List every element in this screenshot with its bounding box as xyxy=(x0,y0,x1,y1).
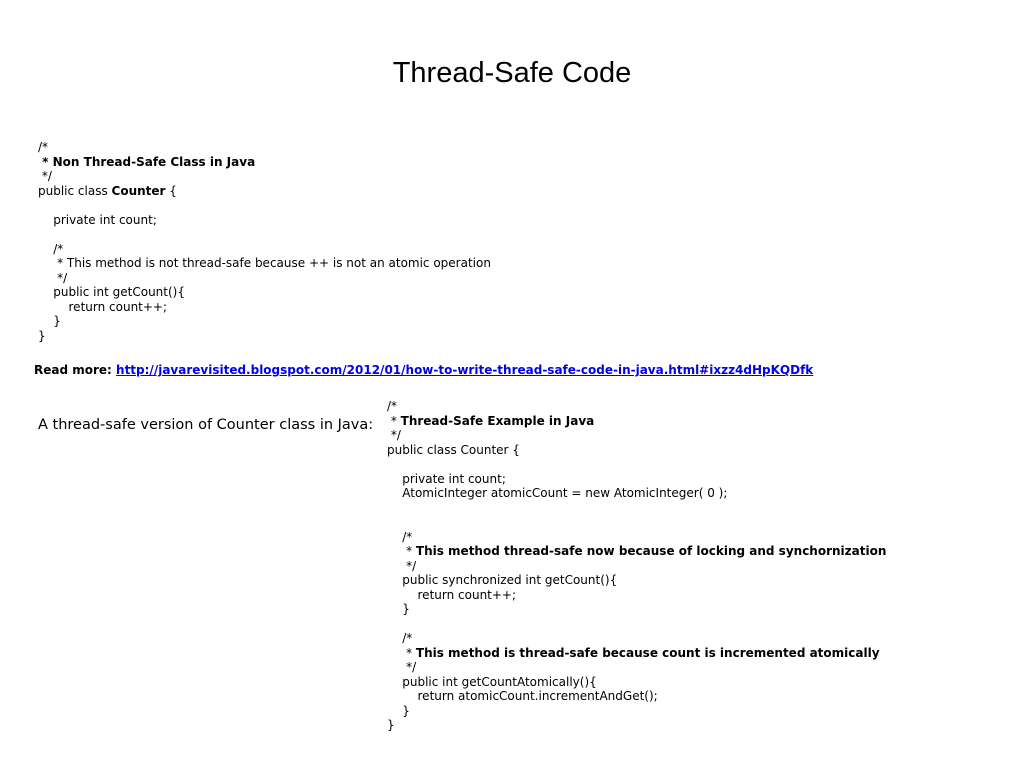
code-text: * This method is not thread-safe because ++ is not an atomic operation xyxy=(38,256,491,270)
code-line xyxy=(387,689,886,704)
code-text: { xyxy=(165,183,177,198)
code-line xyxy=(387,399,886,414)
non-thread-safe-code-block xyxy=(38,140,491,343)
code-text: /* xyxy=(38,241,64,256)
code-line xyxy=(387,559,886,574)
read-more-link[interactable]: http://javarevisited.blogspot.com/2012/01/how-to-write-thread-safe-code-in-java.html#ixzz4dHpKQDfk xyxy=(116,363,814,377)
code-text: /* xyxy=(38,140,49,154)
code-text: */ xyxy=(387,428,401,442)
code-line xyxy=(387,428,886,443)
code-line xyxy=(38,256,491,271)
code-text: public synchronized int getCount(){ xyxy=(387,573,618,587)
slide-title: Thread-Safe Code xyxy=(392,57,632,89)
code-line xyxy=(387,472,886,487)
code-text: /* xyxy=(387,529,413,544)
code-text-bold: This method thread-safe now because of locking and synchornization xyxy=(415,544,887,558)
code-line xyxy=(387,544,886,559)
code-text: public class Counter { xyxy=(387,442,520,457)
code-text-bold: * Non Thread-Safe Class in Java xyxy=(38,154,256,169)
code-text: * xyxy=(387,413,401,428)
code-line xyxy=(387,675,886,690)
code-line xyxy=(387,617,886,632)
code-text: /* xyxy=(387,399,398,413)
code-text: return count++; xyxy=(387,587,517,602)
code-text: * xyxy=(387,645,416,660)
code-text: public class xyxy=(38,183,112,198)
code-text: } xyxy=(387,718,395,732)
code-line xyxy=(38,155,491,170)
code-line xyxy=(387,660,886,675)
code-line xyxy=(38,184,491,199)
code-text: */ xyxy=(38,270,68,285)
code-line xyxy=(38,213,491,228)
thread-safe-caption: A thread-safe version of Counter class in Java: xyxy=(38,417,374,433)
code-text: /* xyxy=(387,631,413,645)
code-text-bold: Counter xyxy=(111,183,166,198)
read-more-line xyxy=(34,363,813,378)
code-text: */ xyxy=(387,558,417,573)
code-line xyxy=(38,329,491,344)
code-line xyxy=(387,443,886,458)
code-line xyxy=(387,530,886,545)
read-more-label: Read more: xyxy=(34,363,117,377)
code-text-bold: This method is thread-safe because count is incremented atomically xyxy=(415,645,880,660)
code-line xyxy=(387,588,886,603)
code-line xyxy=(387,646,886,661)
code-text: * xyxy=(387,544,416,558)
code-line xyxy=(387,501,886,516)
code-text: */ xyxy=(387,660,417,674)
code-text: public int getCount(){ xyxy=(38,285,185,299)
code-line xyxy=(387,457,886,472)
code-line xyxy=(38,242,491,257)
code-line xyxy=(38,300,491,315)
code-text: public int getCountAtomically(){ xyxy=(387,674,597,689)
thread-safe-code-block xyxy=(387,399,886,733)
code-text: return count++; xyxy=(38,299,168,314)
code-line xyxy=(38,285,491,300)
code-line xyxy=(387,704,886,719)
code-line xyxy=(387,486,886,501)
code-text: } xyxy=(387,703,410,718)
code-text: } xyxy=(38,328,46,343)
code-line xyxy=(38,169,491,184)
code-line xyxy=(38,314,491,329)
code-line xyxy=(38,227,491,242)
code-line xyxy=(387,602,886,617)
code-line xyxy=(387,718,886,733)
code-line xyxy=(387,573,886,588)
code-line xyxy=(38,271,491,286)
code-text: AtomicInteger atomicCount = new AtomicInteger( 0 ); xyxy=(387,486,728,500)
code-line xyxy=(38,198,491,213)
code-text: } xyxy=(38,314,61,328)
code-text: } xyxy=(387,602,410,616)
code-text: return atomicCount.incrementAndGet(); xyxy=(387,689,658,703)
code-line xyxy=(38,140,491,155)
code-line xyxy=(387,631,886,646)
code-line xyxy=(387,515,886,530)
code-text: private int count; xyxy=(387,471,506,486)
code-text: */ xyxy=(38,169,52,183)
code-line xyxy=(387,414,886,429)
code-text-bold: Thread-Safe Example in Java xyxy=(400,413,595,428)
code-text: private int count; xyxy=(38,212,157,227)
